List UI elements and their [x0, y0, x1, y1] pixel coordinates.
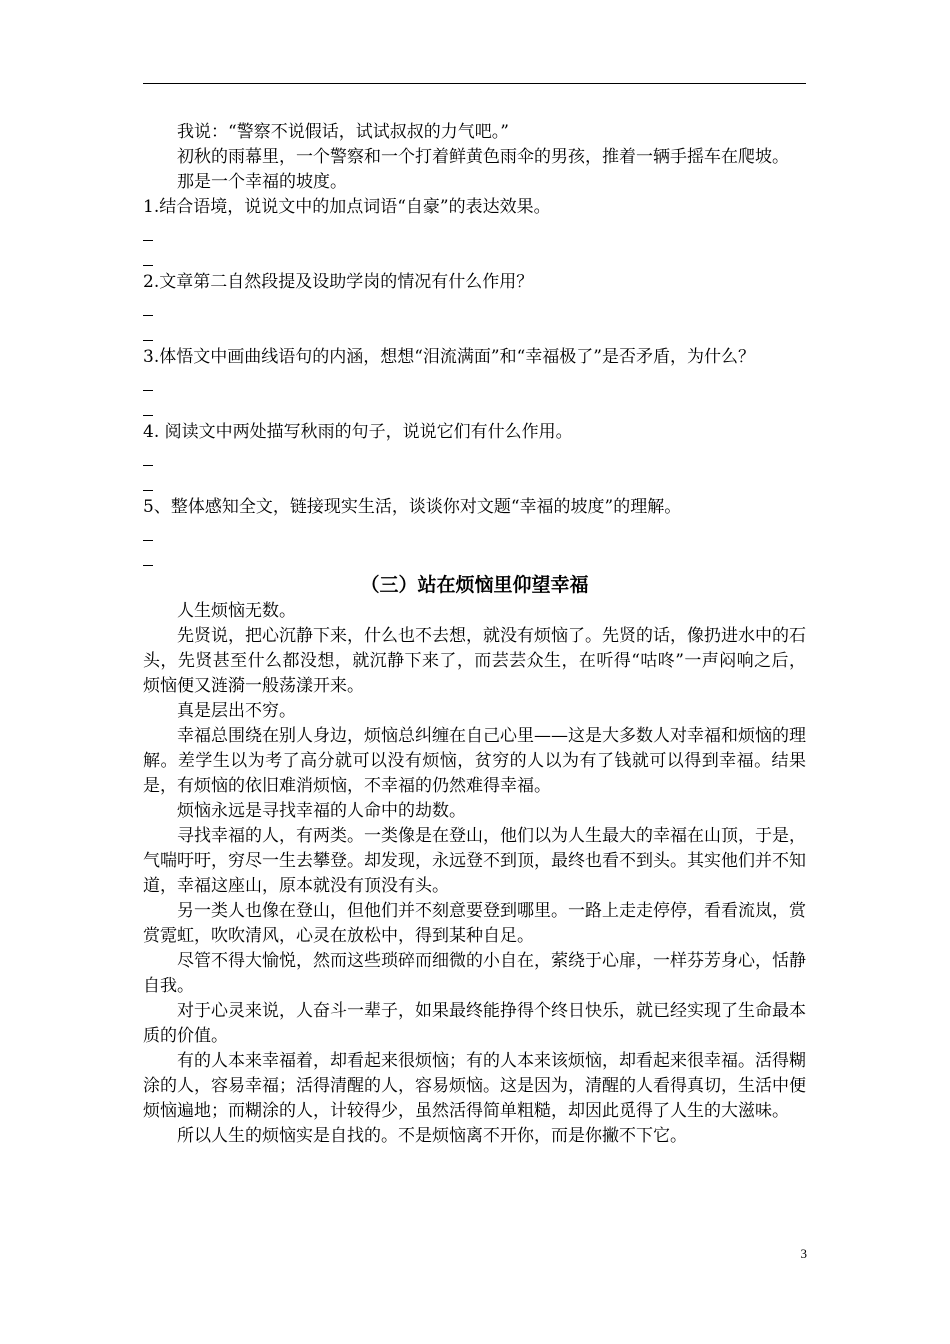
- answer-line: [143, 295, 806, 320]
- essay-paragraph: 寻找幸福的人，有两类。一类像是在登山，他们以为人生最大的幸福在山顶，于是，气喘吁吁，穷尽一生去攀登。却发现，永远登不到顶，最终也看不到头。其实他们并不知道，幸福这座山，原本就没有顶没有头。: [143, 826, 806, 896]
- answer-line: [143, 520, 806, 545]
- essay-paragraph: 先贤说，把心沉静下来，什么也不去想，就没有烦恼了。先贤的话，像扔进水中的石头，先贤甚至什么都没想，就沉静下来了，而芸芸众生，在听得“咕咚”一声闷响之后，烦恼便又涟漪一般荡漾开来。: [143, 626, 806, 696]
- answer-line: [143, 320, 806, 345]
- answer-line: [143, 245, 806, 270]
- question-3: 3.体悟文中画曲线语句的内涵，想想“泪流满面”和“幸福极了”是否矛盾，为什么？: [143, 347, 755, 367]
- section-title: （三）站在烦恼里仰望幸福: [360, 574, 589, 596]
- essay-paragraph: 人生烦恼无数。: [177, 601, 296, 621]
- page-number: 3: [800, 1246, 807, 1261]
- essay-paragraph: 所以人生的烦恼实是自找的。不是烦恼离不开你，而是你撇不下它。: [177, 1126, 687, 1146]
- essay-paragraph: 有的人本来幸福着，却看起来很烦恼；有的人本来该烦恼，却看起来很幸福。活得糊涂的人，容易幸福；活得清醒的人，容易烦恼。这是因为，清醒的人看得真切，生活中便烦恼遍地；而糊涂的人，计较得少，虽然活得简单粗糙，却因此觅得了人生的大滋味。: [143, 1051, 806, 1121]
- essay-paragraph: 尽管不得大愉悦，然而这些琐碎而细微的小自在，萦绕于心扉，一样芬芳身心，恬静自我。: [143, 951, 806, 996]
- essay-paragraph: 真是层出不穷。: [177, 701, 296, 721]
- answer-line: [143, 370, 806, 395]
- answer-line: [143, 220, 806, 245]
- essay-paragraph: 烦恼永远是寻找幸福的人命中的劫数。: [177, 801, 466, 821]
- story-paragraph: 初秋的雨幕里，一个警察和一个打着鲜黄色雨伞的男孩，推着一辆手摇车在爬坡。: [177, 147, 789, 167]
- page-content: [143, 120, 806, 1149]
- question-2: 2.文章第二自然段提及设助学岗的情况有什么作用？: [143, 272, 534, 292]
- question-4: 4. 阅读文中两处描写秋雨的句子，说说它们有什么作用。: [143, 422, 573, 442]
- essay-paragraph: 幸福总围绕在别人身边，烦恼总纠缠在自己心里——这是大多数人对幸福和烦恼的理解。差学生以为考了高分就可以没有烦恼，贫穷的人以为有了钱就可以得到幸福。结果是，有烦恼的依旧难消烦恼，不幸福的仍然难得幸福。: [143, 726, 806, 796]
- essay-paragraph: 另一类人也像在登山，但他们并不刻意要登到哪里。一路上走走停停，看看流岚，赏赏霓虹，吹吹清风，心灵在放松中，得到某种自足。: [143, 901, 806, 946]
- question-1: 1.结合语境，说说文中的加点词语“自豪”的表达效果。: [143, 197, 551, 217]
- answer-line: [143, 545, 806, 570]
- header-rule: [143, 83, 806, 84]
- answer-line: [143, 445, 806, 470]
- story-paragraph: 那是一个幸福的坡度。: [177, 172, 347, 192]
- answer-line: [143, 470, 806, 495]
- answer-line: [143, 395, 806, 420]
- essay-paragraph: 对于心灵来说，人奋斗一辈子，如果最终能挣得个终日快乐，就已经实现了生命最本质的价值。: [143, 1001, 806, 1046]
- question-5: 5、整体感知全文，链接现实生活，谈谈你对文题“幸福的坡度”的理解。: [143, 497, 682, 517]
- story-paragraph: 我说：“警察不说假话，试试叔叔的力气吧。”: [177, 122, 509, 142]
